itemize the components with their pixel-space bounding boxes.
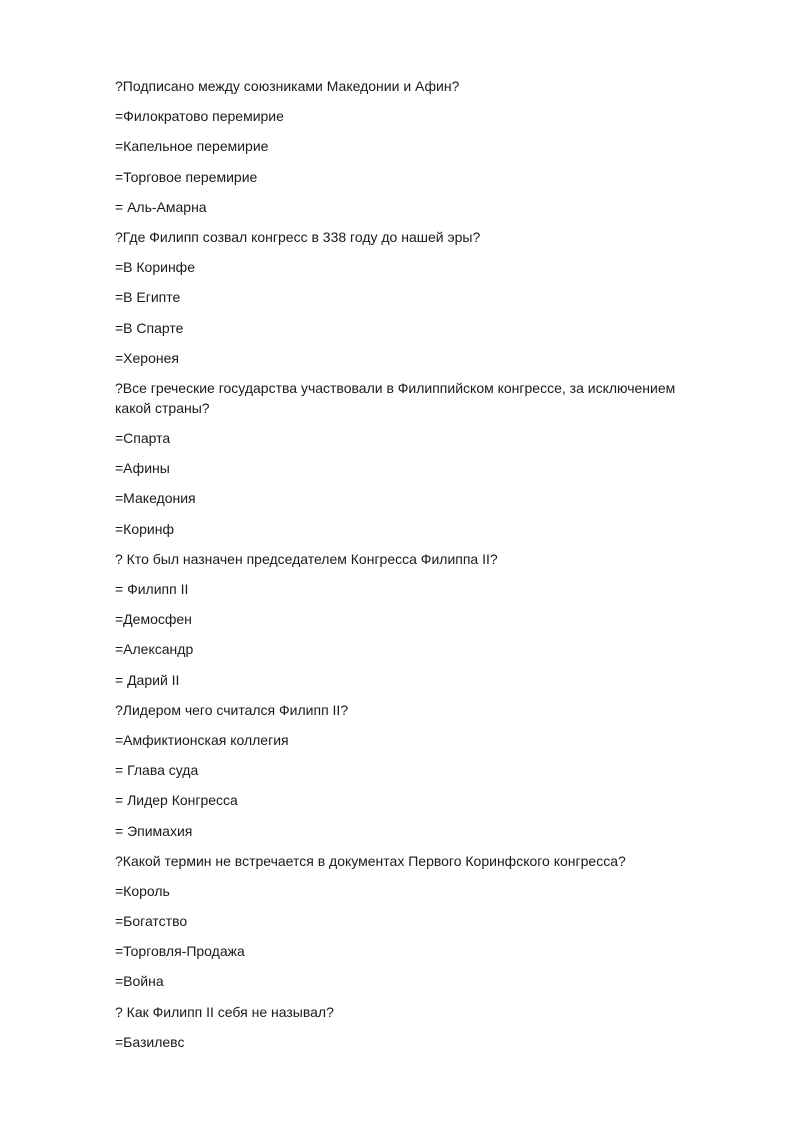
question-line: ?Подписано между союзниками Македонии и Афин?	[115, 78, 460, 94]
answer-line: =В Коринфе	[115, 259, 195, 276]
answer-line: =Капельное перемирие	[115, 138, 269, 155]
question-line: ?Какой термин не встречается в документах Первого Коринфского конгресса?	[115, 852, 626, 869]
answer-line: =Коринф	[115, 520, 174, 537]
answer-line: = Лидер Конгресса	[115, 792, 238, 809]
answer-line: =Торговое перемирие	[115, 168, 258, 185]
answer-line: =В Спарте	[115, 319, 184, 336]
answer-line: =Война	[115, 973, 164, 990]
answer-line: =Король	[115, 882, 170, 899]
answer-line: = Глава суда	[115, 762, 199, 779]
answer-line: = Филипп II	[115, 581, 189, 597]
question-line: ?Все греческие государства участвовали в Филиппийском конгрессе, за исключением какой страны?	[115, 379, 676, 416]
answer-line: =Базилевс	[115, 1033, 185, 1050]
question-line: ? Как Филипп II себя не называл?	[115, 1003, 334, 1020]
answer-line: =Амфиктионская коллегия	[115, 731, 289, 748]
answer-line: = Аль-Амарна	[115, 198, 207, 215]
answer-line: =Филократово перемирие	[115, 108, 284, 125]
question-line: ?Лидером чего считался Филипп II?	[115, 701, 349, 718]
answer-line: = Дарий II	[115, 671, 180, 688]
document-body	[115, 76, 705, 1062]
answer-line: =Херонея	[115, 349, 179, 366]
answer-line: =Александр	[115, 641, 194, 658]
answer-line: =Торговля-Продажа	[115, 943, 245, 960]
answer-line: =Богатство	[115, 913, 188, 930]
question-line: ? Кто был назначен председателем Конгресса Филиппа II?	[115, 550, 498, 567]
question-line: ?Где Филипп созвал конгресс в 338 году до нашей эры?	[115, 228, 481, 245]
answer-line: = Эпимахия	[115, 822, 193, 839]
answer-line: =В Египте	[115, 289, 181, 306]
answer-line: =Афины	[115, 460, 170, 477]
answer-line: =Спарта	[115, 430, 171, 447]
answer-line: =Македония	[115, 490, 196, 507]
answer-line: =Демосфен	[115, 611, 192, 628]
